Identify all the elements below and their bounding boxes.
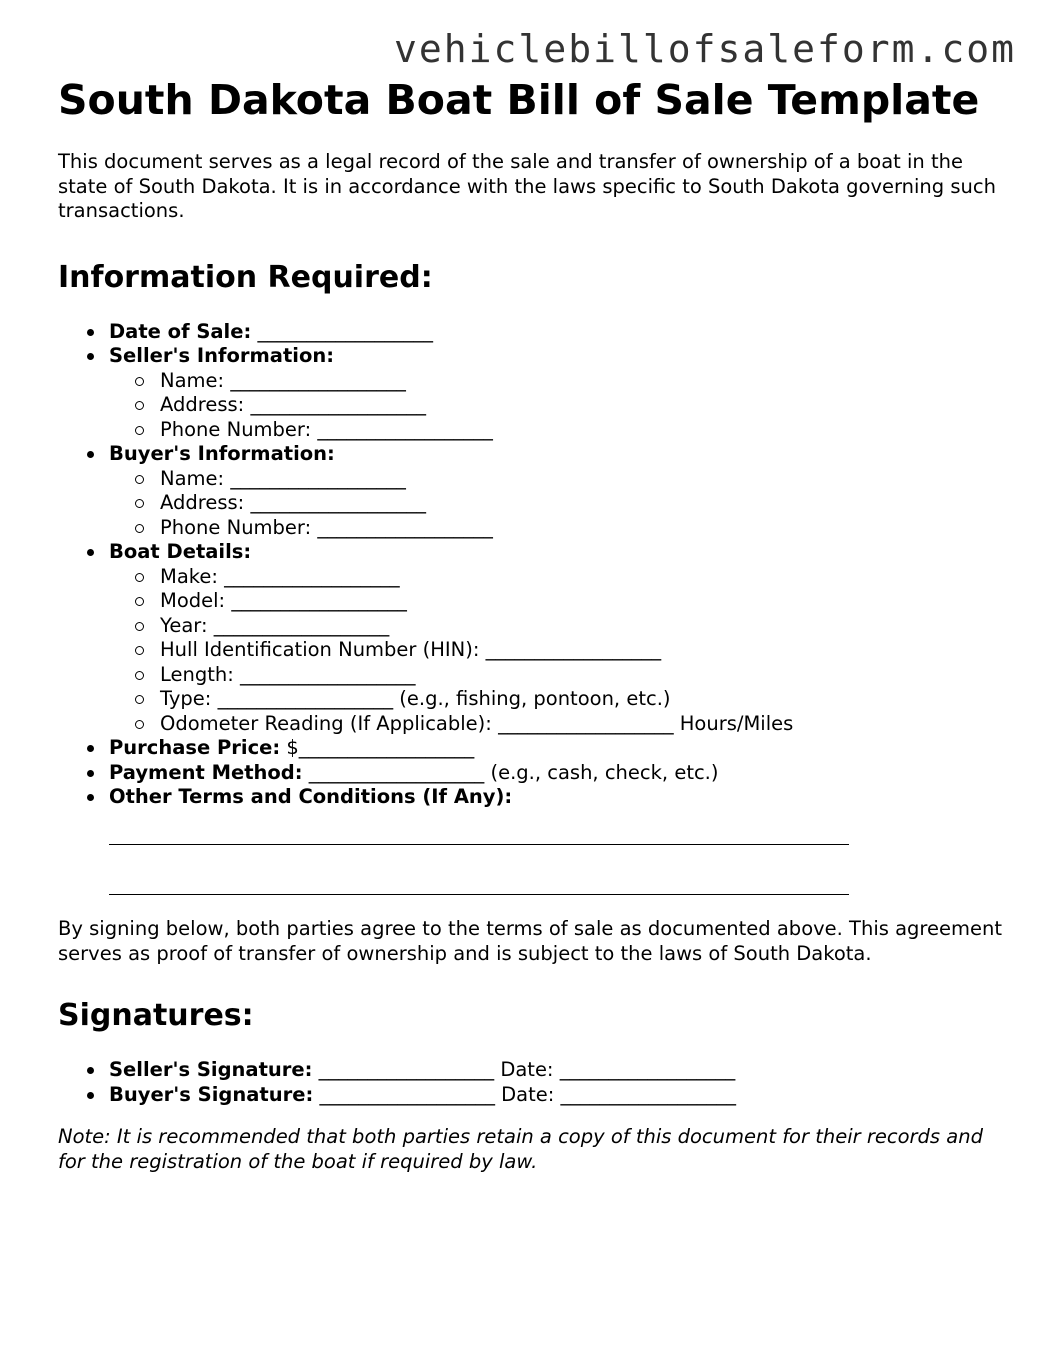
buyer-information-label: Buyer's Information:	[109, 442, 335, 465]
boat-odometer-blank[interactable]: __________________	[498, 711, 674, 735]
other-terms-line[interactable]	[109, 820, 849, 846]
date-of-sale-item	[109, 320, 1008, 345]
signatures-list	[58, 1058, 1008, 1107]
seller-signature-item	[109, 1058, 1008, 1083]
seller-signature-label: Seller's Signature:	[109, 1058, 313, 1081]
boat-odometer-label: Odometer Reading (If Applicable):	[160, 711, 492, 735]
buyer-signature-item	[109, 1083, 1008, 1108]
boat-model-blank[interactable]: __________________	[231, 589, 407, 612]
boat-odometer-unit: Hours/Miles	[679, 711, 794, 735]
boat-type-blank[interactable]: __________________	[217, 687, 394, 710]
note-paragraph: Note: It is recommended that both parties retain a copy of this document for their records and for the registration of the boat if required by law.	[58, 1125, 983, 1173]
boat-length-label: Length:	[160, 662, 234, 686]
payment-method-label: Payment Method:	[109, 760, 303, 784]
boat-details-item	[109, 540, 1008, 736]
buyer-phone-item	[160, 516, 1008, 541]
information-heading: Information Required:	[58, 259, 433, 295]
other-terms-lines	[58, 820, 1008, 896]
boat-make-label: Make:	[160, 564, 218, 588]
boat-make-blank[interactable]: __________________	[224, 564, 400, 588]
boat-type-hint: (e.g., fishing, pontoon, etc.)	[399, 687, 671, 710]
information-list	[58, 320, 1008, 810]
seller-information-item	[109, 344, 1008, 442]
boat-make-item	[160, 565, 1008, 590]
buyer-fields	[109, 467, 1008, 541]
boat-hin-label: Hull Identification Number (HIN):	[160, 638, 480, 661]
buyer-name-label: Name:	[160, 466, 225, 490]
buyer-signature-blank[interactable]: __________________	[319, 1082, 495, 1106]
seller-address-item	[160, 393, 1008, 418]
buyer-information-item	[109, 442, 1008, 540]
boat-year-blank[interactable]: __________________	[213, 613, 390, 637]
purchase-price-blank[interactable]: $__________________	[286, 736, 475, 759]
seller-date-blank[interactable]: __________________	[559, 1058, 736, 1081]
signatures-heading: Signatures:	[58, 998, 254, 1033]
date-of-sale-blank[interactable]: __________________	[257, 319, 433, 343]
purchase-price-item	[109, 736, 1008, 761]
seller-address-label: Address:	[160, 393, 245, 416]
page-title: South Dakota Boat Bill of Sale Template	[58, 76, 980, 124]
buyer-name-item	[160, 467, 1008, 492]
boat-type-item	[160, 687, 1008, 712]
intro-paragraph: This document serves as a legal record of the sale and transfer of ownership of a boat in the state of South Dakota. It is in accordance with the laws specific to South Dakota governing such transactions.	[58, 150, 996, 222]
payment-method-hint: (e.g., cash, check, etc.)	[490, 760, 719, 784]
other-terms-line[interactable]	[109, 870, 849, 896]
site-watermark: vehiclebillofsaleform.com	[394, 27, 1016, 71]
buyer-address-label: Address:	[160, 491, 245, 514]
payment-method-blank[interactable]: __________________	[308, 760, 485, 784]
buyer-signature-label: Buyer's Signature:	[109, 1082, 314, 1106]
other-terms-label: Other Terms and Conditions (If Any):	[109, 785, 513, 808]
boat-length-blank[interactable]: __________________	[240, 662, 416, 686]
document-page	[58, 76, 1008, 1174]
seller-name-blank[interactable]: __________________	[230, 368, 406, 392]
boat-length-item	[160, 663, 1008, 688]
boat-hin-item	[160, 638, 1008, 663]
boat-year-label: Year:	[160, 613, 208, 637]
boat-type-label: Type:	[160, 687, 212, 710]
buyer-phone-label: Phone Number:	[160, 515, 312, 539]
seller-name-item	[160, 369, 1008, 394]
payment-method-item	[109, 761, 1008, 786]
buyer-date-label: Date:	[501, 1082, 555, 1106]
date-of-sale-label: Date of Sale:	[109, 319, 252, 343]
other-terms-item	[109, 785, 1008, 810]
boat-fields	[109, 565, 1008, 737]
boat-model-item	[160, 589, 1008, 614]
seller-date-label: Date:	[500, 1058, 554, 1081]
seller-signature-blank[interactable]: __________________	[318, 1058, 495, 1081]
seller-address-blank[interactable]: __________________	[250, 393, 426, 416]
agreement-paragraph: By signing below, both parties agree to the terms of sale as documented above. This agreement serves as proof of transfer of ownership and is subject to the laws of South Dakota.	[58, 917, 1003, 965]
seller-information-label: Seller's Information:	[109, 344, 335, 367]
buyer-name-blank[interactable]: __________________	[230, 466, 406, 490]
buyer-address-blank[interactable]: __________________	[250, 491, 426, 514]
boat-odometer-item	[160, 712, 1008, 737]
buyer-address-item	[160, 491, 1008, 516]
buyer-date-blank[interactable]: __________________	[560, 1082, 737, 1106]
seller-phone-blank[interactable]: __________________	[317, 417, 493, 441]
seller-phone-label: Phone Number:	[160, 417, 312, 441]
boat-details-label: Boat Details:	[109, 540, 252, 563]
purchase-price-label: Purchase Price:	[109, 736, 281, 759]
seller-name-label: Name:	[160, 368, 225, 392]
boat-hin-blank[interactable]: __________________	[485, 638, 662, 661]
boat-model-label: Model:	[160, 589, 226, 612]
seller-fields	[109, 369, 1008, 443]
boat-year-item	[160, 614, 1008, 639]
buyer-phone-blank[interactable]: __________________	[317, 515, 493, 539]
seller-phone-item	[160, 418, 1008, 443]
